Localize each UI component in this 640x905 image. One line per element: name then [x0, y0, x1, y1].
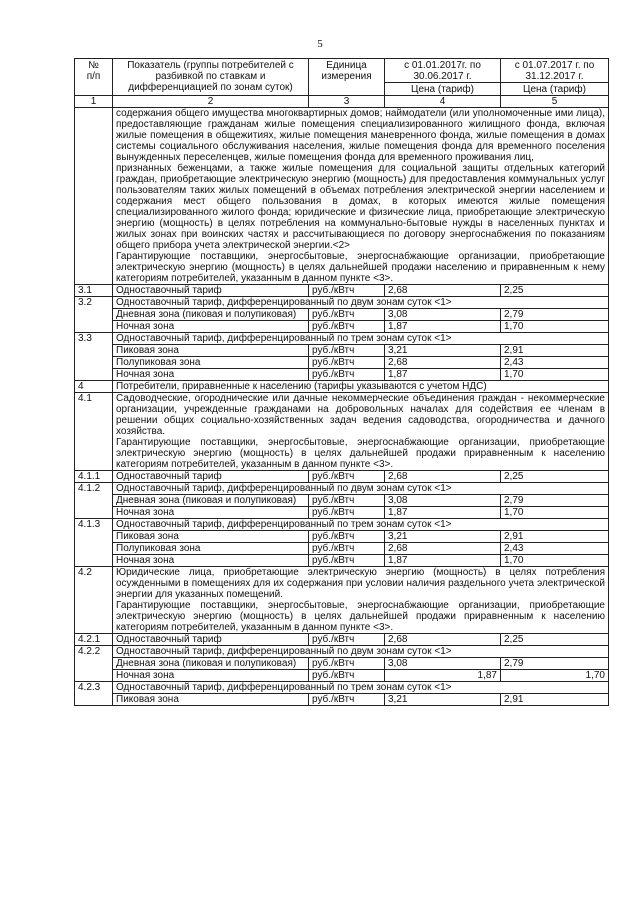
table-row [75, 297, 609, 309]
table-row [75, 309, 609, 321]
row-price-2: 2,25 [501, 634, 609, 646]
row-price-2: 2,25 [501, 471, 609, 483]
row-unit: руб./кВтч [309, 670, 385, 682]
row-label: Одноставочный тариф [113, 634, 309, 646]
table-row [75, 555, 609, 567]
row-label: Полупиковая зона [113, 357, 309, 369]
row-label: Дневная зона (пиковая и полупиковая) [113, 309, 309, 321]
row-price-1: 3,08 [385, 309, 501, 321]
row-label: Дневная зона (пиковая и полупиковая) [113, 658, 309, 670]
row-unit: руб./кВтч [309, 369, 385, 381]
tariff-table [74, 58, 609, 706]
table-row [75, 519, 609, 531]
row-label: Ночная зона [113, 555, 309, 567]
table-row [75, 646, 609, 658]
row-unit: руб./кВтч [309, 658, 385, 670]
row-price-2: 2,91 [501, 694, 609, 706]
row-number: 4.2.3 [75, 682, 113, 706]
column-number: 4 [385, 96, 501, 108]
row-unit: руб./кВтч [309, 309, 385, 321]
row-price-2: 2,43 [501, 357, 609, 369]
header-number: № п/п [75, 59, 113, 96]
row-price-2: 1,70 [501, 321, 609, 333]
table-row [75, 634, 609, 646]
row-price-2: 2,91 [501, 531, 609, 543]
row-price-2: 1,70 [501, 369, 609, 381]
row-price-2: 2,79 [501, 658, 609, 670]
header-indicator: Показатель (группы потребителей с разбивкой по ставкам и дифференциацией по зонам суток) [113, 59, 309, 96]
row-price-1: 1,87 [385, 369, 501, 381]
table-row [75, 658, 609, 670]
table-row [75, 694, 609, 706]
row-label: Одноставочный тариф, дифференцированный по двум зонам суток <1> [113, 646, 609, 658]
row-label: Полупиковая зона [113, 543, 309, 555]
table-row [75, 670, 609, 682]
column-number: 2 [113, 96, 309, 108]
row-price-2: 2,79 [501, 309, 609, 321]
row-unit: руб./кВтч [309, 495, 385, 507]
row-price-2: 2,79 [501, 495, 609, 507]
row-number: 3.1 [75, 285, 113, 297]
column-number: 5 [501, 96, 609, 108]
section-description: содержания общего имущества многоквартирных домов; наймодатели (или уполномоченные ими лица), предоставляющие гражданам жилые помещения специализированного жилищного фонда, включая жилые помещения в общежитиях, жилые помещения маневренного фонда, жилые помещения в домах системы социального обслуживания населения, жилые помещения фонда для временного поселения вынужденных переселенцев, жилые помещения фонда для временного проживания лиц, признанных беженцами, а также жилые помещения для социальной защиты отдельных категорий граждан, приобретающие электрическую энергию (мощность) для предоставления коммунальных услуг пользователям таких жилых помещений в объемах потребления электрической энергии населением и содержания мест общего пользования в домах, в которых имеются жилые помещения специализированного жилого фонда; юридические и физические лица, приобретающие электрическую энергию (мощность) в целях потребления на коммунально-бытовые нужды в населенных пунктах и жилых зонах при воинских частях и рассчитывающиеся по договору энергоснабжения по показаниям общего прибора учета электрической энергии.<2> Гарантирующие поставщики, энергосбытовые, энергоснабжающие организации, приобретающие электрическую энергию (мощность) в целях дальнейшей продажи населению и приравненным к нему категориям потребителей, указанным в данном пункте <3>. [113, 108, 609, 285]
row-unit: руб./кВтч [309, 357, 385, 369]
row-price-1: 1,87 [385, 670, 501, 682]
header-row [75, 59, 609, 83]
row-number: 4 [75, 381, 113, 393]
row-price-2: 2,91 [501, 345, 609, 357]
table-row [75, 369, 609, 381]
header-price-2: Цена (тариф) [501, 83, 609, 96]
row-unit: руб./кВтч [309, 471, 385, 483]
row-number: 4.2.2 [75, 646, 113, 682]
row-price-1: 1,87 [385, 321, 501, 333]
row-label: Пиковая зона [113, 345, 309, 357]
row-price-1: 2,68 [385, 634, 501, 646]
row-label: Одноставочный тариф [113, 471, 309, 483]
table-row [75, 108, 609, 285]
row-unit: руб./кВтч [309, 555, 385, 567]
table-row [75, 357, 609, 369]
row-price-1: 1,87 [385, 507, 501, 519]
row-label: Дневная зона (пиковая и полупиковая) [113, 495, 309, 507]
row-label: Одноставочный тариф [113, 285, 309, 297]
row-price-1: 2,68 [385, 285, 501, 297]
row-number: 4.2 [75, 567, 113, 634]
table-row [75, 682, 609, 694]
row-price-2: 1,70 [501, 670, 609, 682]
column-number: 3 [309, 96, 385, 108]
row-price-1: 2,68 [385, 471, 501, 483]
column-number: 1 [75, 96, 113, 108]
row-price-2: 1,70 [501, 555, 609, 567]
table-row [75, 333, 609, 345]
row-number: 3.3 [75, 333, 113, 381]
row-label: Одноставочный тариф, дифференцированный по трем зонам суток <1> [113, 682, 609, 694]
row-price-1: 2,68 [385, 543, 501, 555]
row-label: Ночная зона [113, 507, 309, 519]
row-label: Пиковая зона [113, 694, 309, 706]
row-number: 4.1.1 [75, 471, 113, 483]
row-price-2: 1,70 [501, 507, 609, 519]
row-label: Одноставочный тариф, дифференцированный по двум зонам суток <1> [113, 483, 609, 495]
row-unit: руб./кВтч [309, 543, 385, 555]
row-price-2: 2,43 [501, 543, 609, 555]
table-row [75, 321, 609, 333]
header-period-2: с 01.07.2017 г. по 31.12.2017 г. [501, 59, 609, 83]
row-number: 4.1.3 [75, 519, 113, 567]
row-price-1: 3,21 [385, 694, 501, 706]
row-label: Ночная зона [113, 670, 309, 682]
table-row [75, 531, 609, 543]
row-price-1: 3,21 [385, 345, 501, 357]
row-price-1: 3,08 [385, 658, 501, 670]
table-row [75, 393, 609, 471]
row-number: 3.2 [75, 297, 113, 333]
row-label: Одноставочный тариф, дифференцированный по двум зонам суток <1> [113, 297, 609, 309]
section-description: Садоводческие, огороднические или дачные некоммерческие объединения граждан - некоммерческие организации, учрежденные гражданами на добровольных началах для содействия ее членам в решении общих социально-хозяйственных задач ведения садоводства, огородничества и дачного хозяйства. Гарантирующие поставщики, энергосбытовые, энергоснабжающие организации, приобретающие электрическую энергию (мощность) в целях дальнейшей продажи приравненным к населению категориям потребителей, указанным в данном пункте <3>. [113, 393, 609, 471]
row-number: 4.1.2 [75, 483, 113, 519]
table-row [75, 483, 609, 495]
page-number: 5 [317, 38, 323, 50]
table-row [75, 381, 609, 393]
row-label: Ночная зона [113, 369, 309, 381]
table-row [75, 495, 609, 507]
row-price-1: 1,87 [385, 555, 501, 567]
table-row [75, 471, 609, 483]
row-price-2: 2,25 [501, 285, 609, 297]
table-row [75, 567, 609, 634]
row-unit: руб./кВтч [309, 634, 385, 646]
row-unit: руб./кВтч [309, 285, 385, 297]
column-numbers-row [75, 96, 609, 108]
row-unit: руб./кВтч [309, 694, 385, 706]
header-price-1: Цена (тариф) [385, 83, 501, 96]
row-label: Одноставочный тариф, дифференцированный по трем зонам суток <1> [113, 333, 609, 345]
table-row [75, 285, 609, 297]
row-unit: руб./кВтч [309, 345, 385, 357]
row-price-1: 3,08 [385, 495, 501, 507]
row-price-1: 2,68 [385, 357, 501, 369]
row-unit: руб./кВтч [309, 507, 385, 519]
row-unit: руб./кВтч [309, 531, 385, 543]
row-label: Пиковая зона [113, 531, 309, 543]
section-description: Юридические лица, приобретающие электрическую энергию (мощность) в целях потребления осужденными в помещениях для их содержания при условии наличия раздельного учета электрической энергии для указанных помещений. Гарантирующие поставщики, энергосбытовые, энергоснабжающие организации, приобретающие электрическую энергию (мощность) в целях дальнейшей продажи приравненным к населению категориям потребителей, указанным в данном пункте <3>. [113, 567, 609, 634]
row-label: Ночная зона [113, 321, 309, 333]
header-period-1: с 01.01.2017г. по 30.06.2017 г. [385, 59, 501, 83]
table-row [75, 543, 609, 555]
row-number: 4.1 [75, 393, 113, 471]
row-label: Одноставочный тариф, дифференцированный по трем зонам суток <1> [113, 519, 609, 531]
header-unit: Единица измерения [309, 59, 385, 96]
table-row [75, 345, 609, 357]
row-unit: руб./кВтч [309, 321, 385, 333]
table-row [75, 507, 609, 519]
row-label: Потребители, приравненные к населению (тарифы указываются с учетом НДС) [113, 381, 609, 393]
row-number: 4.2.1 [75, 634, 113, 646]
row-price-1: 3,21 [385, 531, 501, 543]
